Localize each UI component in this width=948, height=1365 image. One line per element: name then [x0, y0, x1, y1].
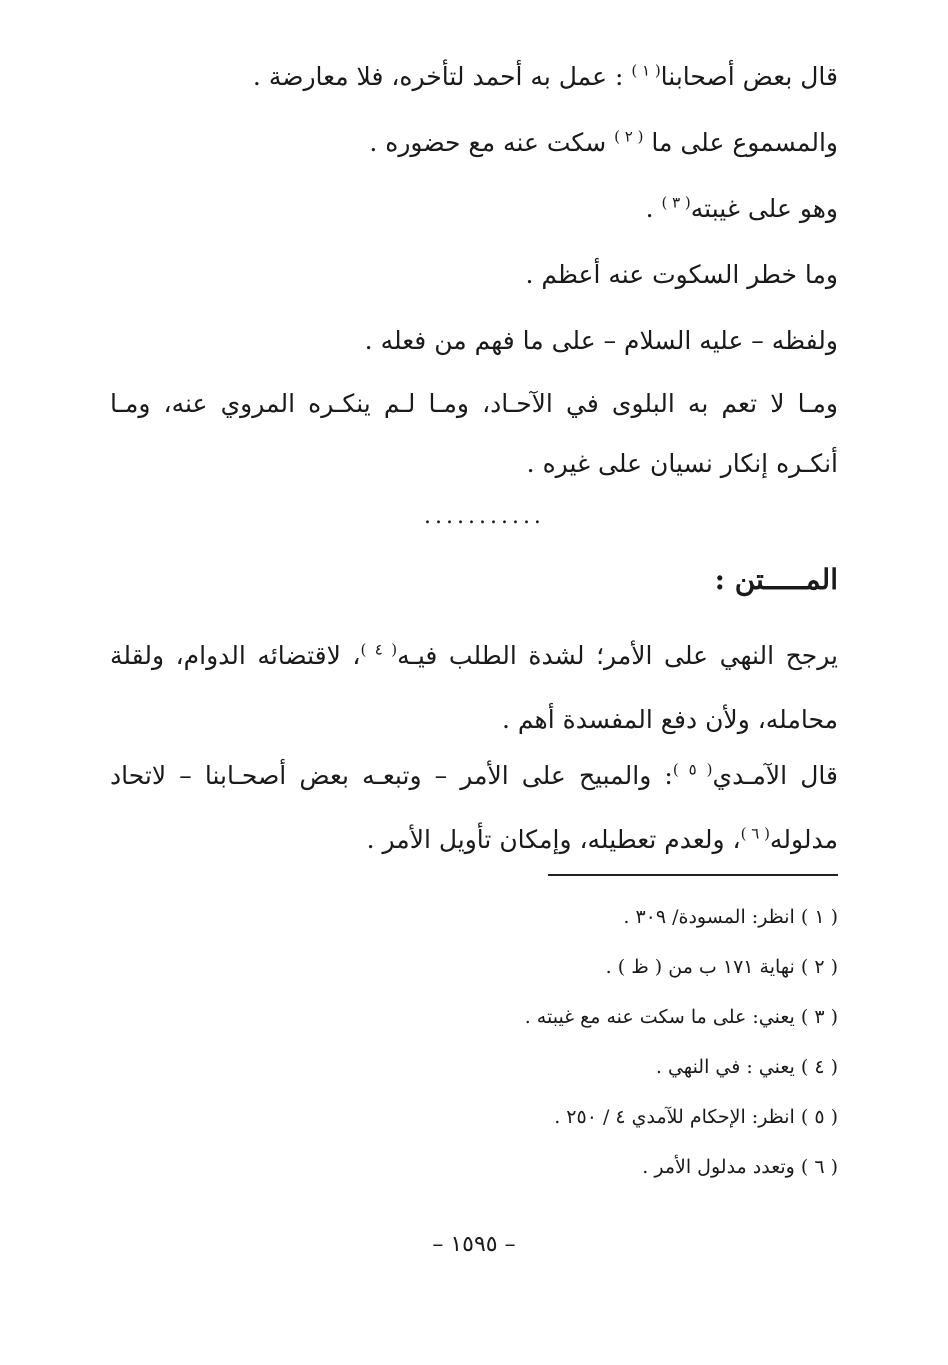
upper-text-block — [110, 44, 838, 494]
footnote-divider — [548, 874, 838, 876]
footnote-1: ( ١ ) انظر: المسودة/ ٣٠٩ . — [623, 906, 838, 928]
text-line-3: وهو على غيبته$^{( ٣ )}$ . — [645, 193, 838, 223]
footnote-6: ( ٦ ) وتعدد مدلول الأمر . — [642, 1156, 838, 1178]
footnote-ref-1: ( ١ ) — [631, 61, 661, 80]
text-paragraph-6: ومـا لا تعم به البلوى في الآحـاد، ومـا لـم ينكـره المروي عنه، ومـا أنكـره إنكار نسيان على غيره . — [110, 389, 838, 478]
footnote-ref-2: ( ٢ ) — [614, 127, 644, 146]
footnotes-list — [110, 892, 838, 1192]
footnote-ref-4: ( ٤ ) — [360, 640, 398, 659]
footnote-3: ( ٣ ) يعني: على ما سكت عنه مع غيبته . — [524, 1006, 838, 1028]
matn-paragraph-2: قال الآمـدي$^{( ٥ )}$: والمبيح على الأمر – وتبعـه بعض أصحـابنا – لاتحاد مدلوله$^{( ٦ )}$، ولعدم تعطيله، وإمكان تأويل الأمر . — [110, 760, 838, 854]
page-number: – ١٥٩٥ – — [432, 1232, 516, 1257]
footnote-ref-6: ( ٦ ) — [740, 824, 770, 843]
footnote-5: ( ٥ ) انظر: الإحكام للآمدي ٤ / ٢٥٠ . — [554, 1106, 838, 1128]
footnote-2: ( ٢ ) نهاية ١٧١ ب من ( ظ ) . — [605, 956, 838, 978]
footnote-4: ( ٤ ) يعني : في النهي . — [655, 1056, 838, 1078]
text-line-4: وما خطر السكوت عنه أعظم . — [525, 260, 838, 289]
text-line-1: قال بعض أصحابنا$^{( ١ )}$ : عمل به أحمد لتأخره، فلا معارضة . — [252, 61, 838, 91]
section-title: المـــــتن : — [714, 563, 838, 596]
section-separator: ........... — [424, 504, 545, 529]
footnote-ref-3: ( ٣ ) — [661, 193, 691, 212]
text-line-2: والمسموع على ما $^{( ٢ )}$ سكت عنه مع حضوره . — [369, 127, 838, 157]
text-line-5: ولفظه – عليه السلام – على ما فهم من فعله . — [364, 326, 838, 355]
matn-paragraph-1: يرجح النهي على الأمر؛ لشدة الطلب فيـه$^{( ٤ )}$، لاقتضائه الدوام، ولقلة محامله، ولأن دفع المفسدة أهم . — [110, 640, 839, 734]
footnote-ref-5: ( ٥ ) — [672, 760, 713, 779]
